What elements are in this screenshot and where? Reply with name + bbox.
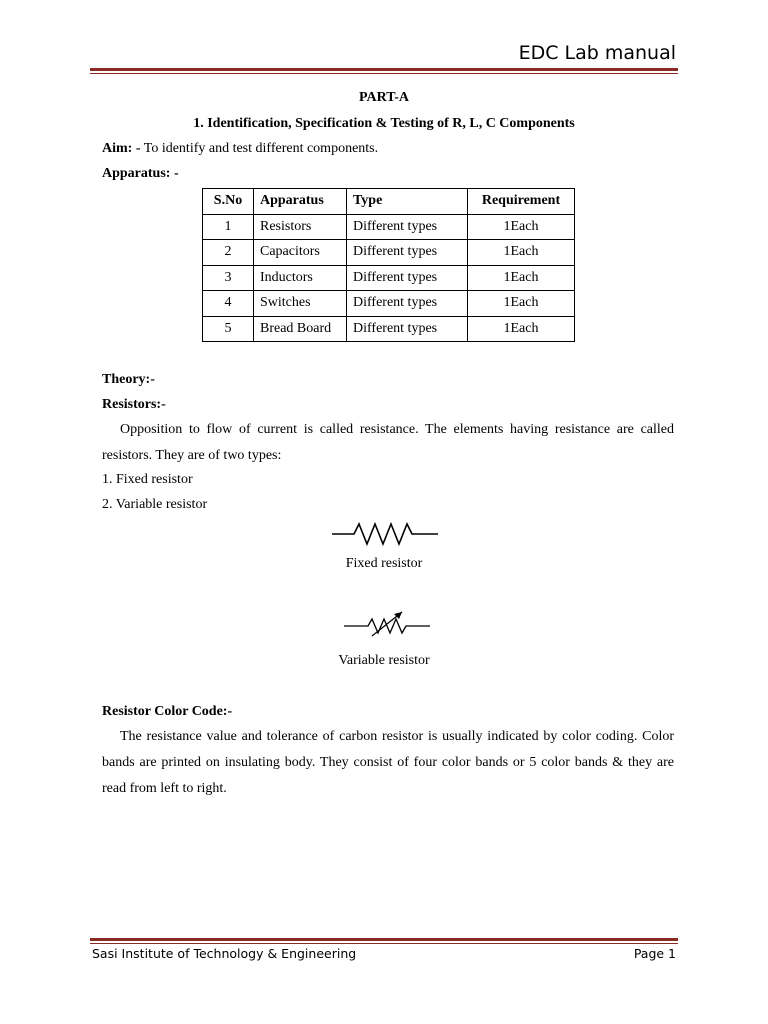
cell-sno: 3 [203, 265, 254, 291]
color-code-paragraph: The resistance value and tolerance of carbon resistor is usually indicated by color coding. Color bands are printed on insulating body. They consist of four color bands or 5 color bands & they are read from left to right. [102, 729, 674, 796]
apparatus-label: Apparatus: - [102, 166, 179, 181]
cell-sno: 1 [203, 214, 254, 240]
variable-resistor-icon [344, 608, 432, 638]
footer-rule [90, 938, 678, 944]
aim-text: To identify and test different components. [140, 141, 379, 156]
cell-sno: 4 [203, 291, 254, 317]
color-code-label: Resistor Color Code:- [102, 704, 233, 719]
cell-requirement: 1Each [468, 316, 575, 342]
cell-requirement: 1Each [468, 291, 575, 317]
variable-resistor-caption: Variable resistor [338, 653, 430, 668]
table-row [203, 265, 575, 291]
apparatus-table [202, 188, 575, 342]
header-apparatus: Apparatus [254, 189, 347, 215]
theory-label: Theory:- [102, 372, 155, 387]
cell-apparatus: Inductors [254, 265, 347, 291]
header-type: Type [347, 189, 468, 215]
cell-sno: 2 [203, 240, 254, 266]
footer-institute: Sasi Institute of Technology & Engineering [92, 946, 357, 961]
cell-type: Different types [347, 214, 468, 240]
header-title: EDC Lab manual [518, 42, 676, 64]
cell-requirement: 1Each [468, 214, 575, 240]
header-requirement: Requirement [468, 189, 575, 215]
cell-requirement: 1Each [468, 265, 575, 291]
cell-apparatus: Resistors [254, 214, 347, 240]
cell-type: Different types [347, 291, 468, 317]
resistors-label: Resistors:- [102, 397, 166, 412]
fixed-resistor-caption: Fixed resistor [345, 556, 423, 571]
cell-apparatus: Capacitors [254, 240, 347, 266]
table-header-row [203, 189, 575, 215]
aim-label: Aim: - [102, 141, 141, 156]
table-row [203, 316, 575, 342]
type-fixed: 1. Fixed resistor [102, 472, 193, 487]
cell-requirement: 1Each [468, 240, 575, 266]
fixed-resistor-icon [332, 520, 440, 548]
cell-type: Different types [347, 265, 468, 291]
aim-line [102, 141, 378, 157]
cell-apparatus: Switches [254, 291, 347, 317]
table-row [203, 291, 575, 317]
type-variable: 2. Variable resistor [102, 497, 208, 512]
header-rule [90, 68, 678, 74]
header-sno: S.No [203, 189, 254, 215]
cell-sno: 5 [203, 316, 254, 342]
section-heading: 1. Identification, Specification & Testing of R, L, C Components [193, 116, 575, 131]
table-row [203, 214, 575, 240]
part-title: PART-A [358, 90, 410, 105]
cell-apparatus: Bread Board [254, 316, 347, 342]
table-row [203, 240, 575, 266]
cell-type: Different types [347, 240, 468, 266]
resistors-paragraph: Opposition to flow of current is called resistance. The elements having resistance are called resistors. They are of two types: [102, 422, 674, 463]
cell-type: Different types [347, 316, 468, 342]
footer-page-number: Page 1 [633, 946, 676, 961]
